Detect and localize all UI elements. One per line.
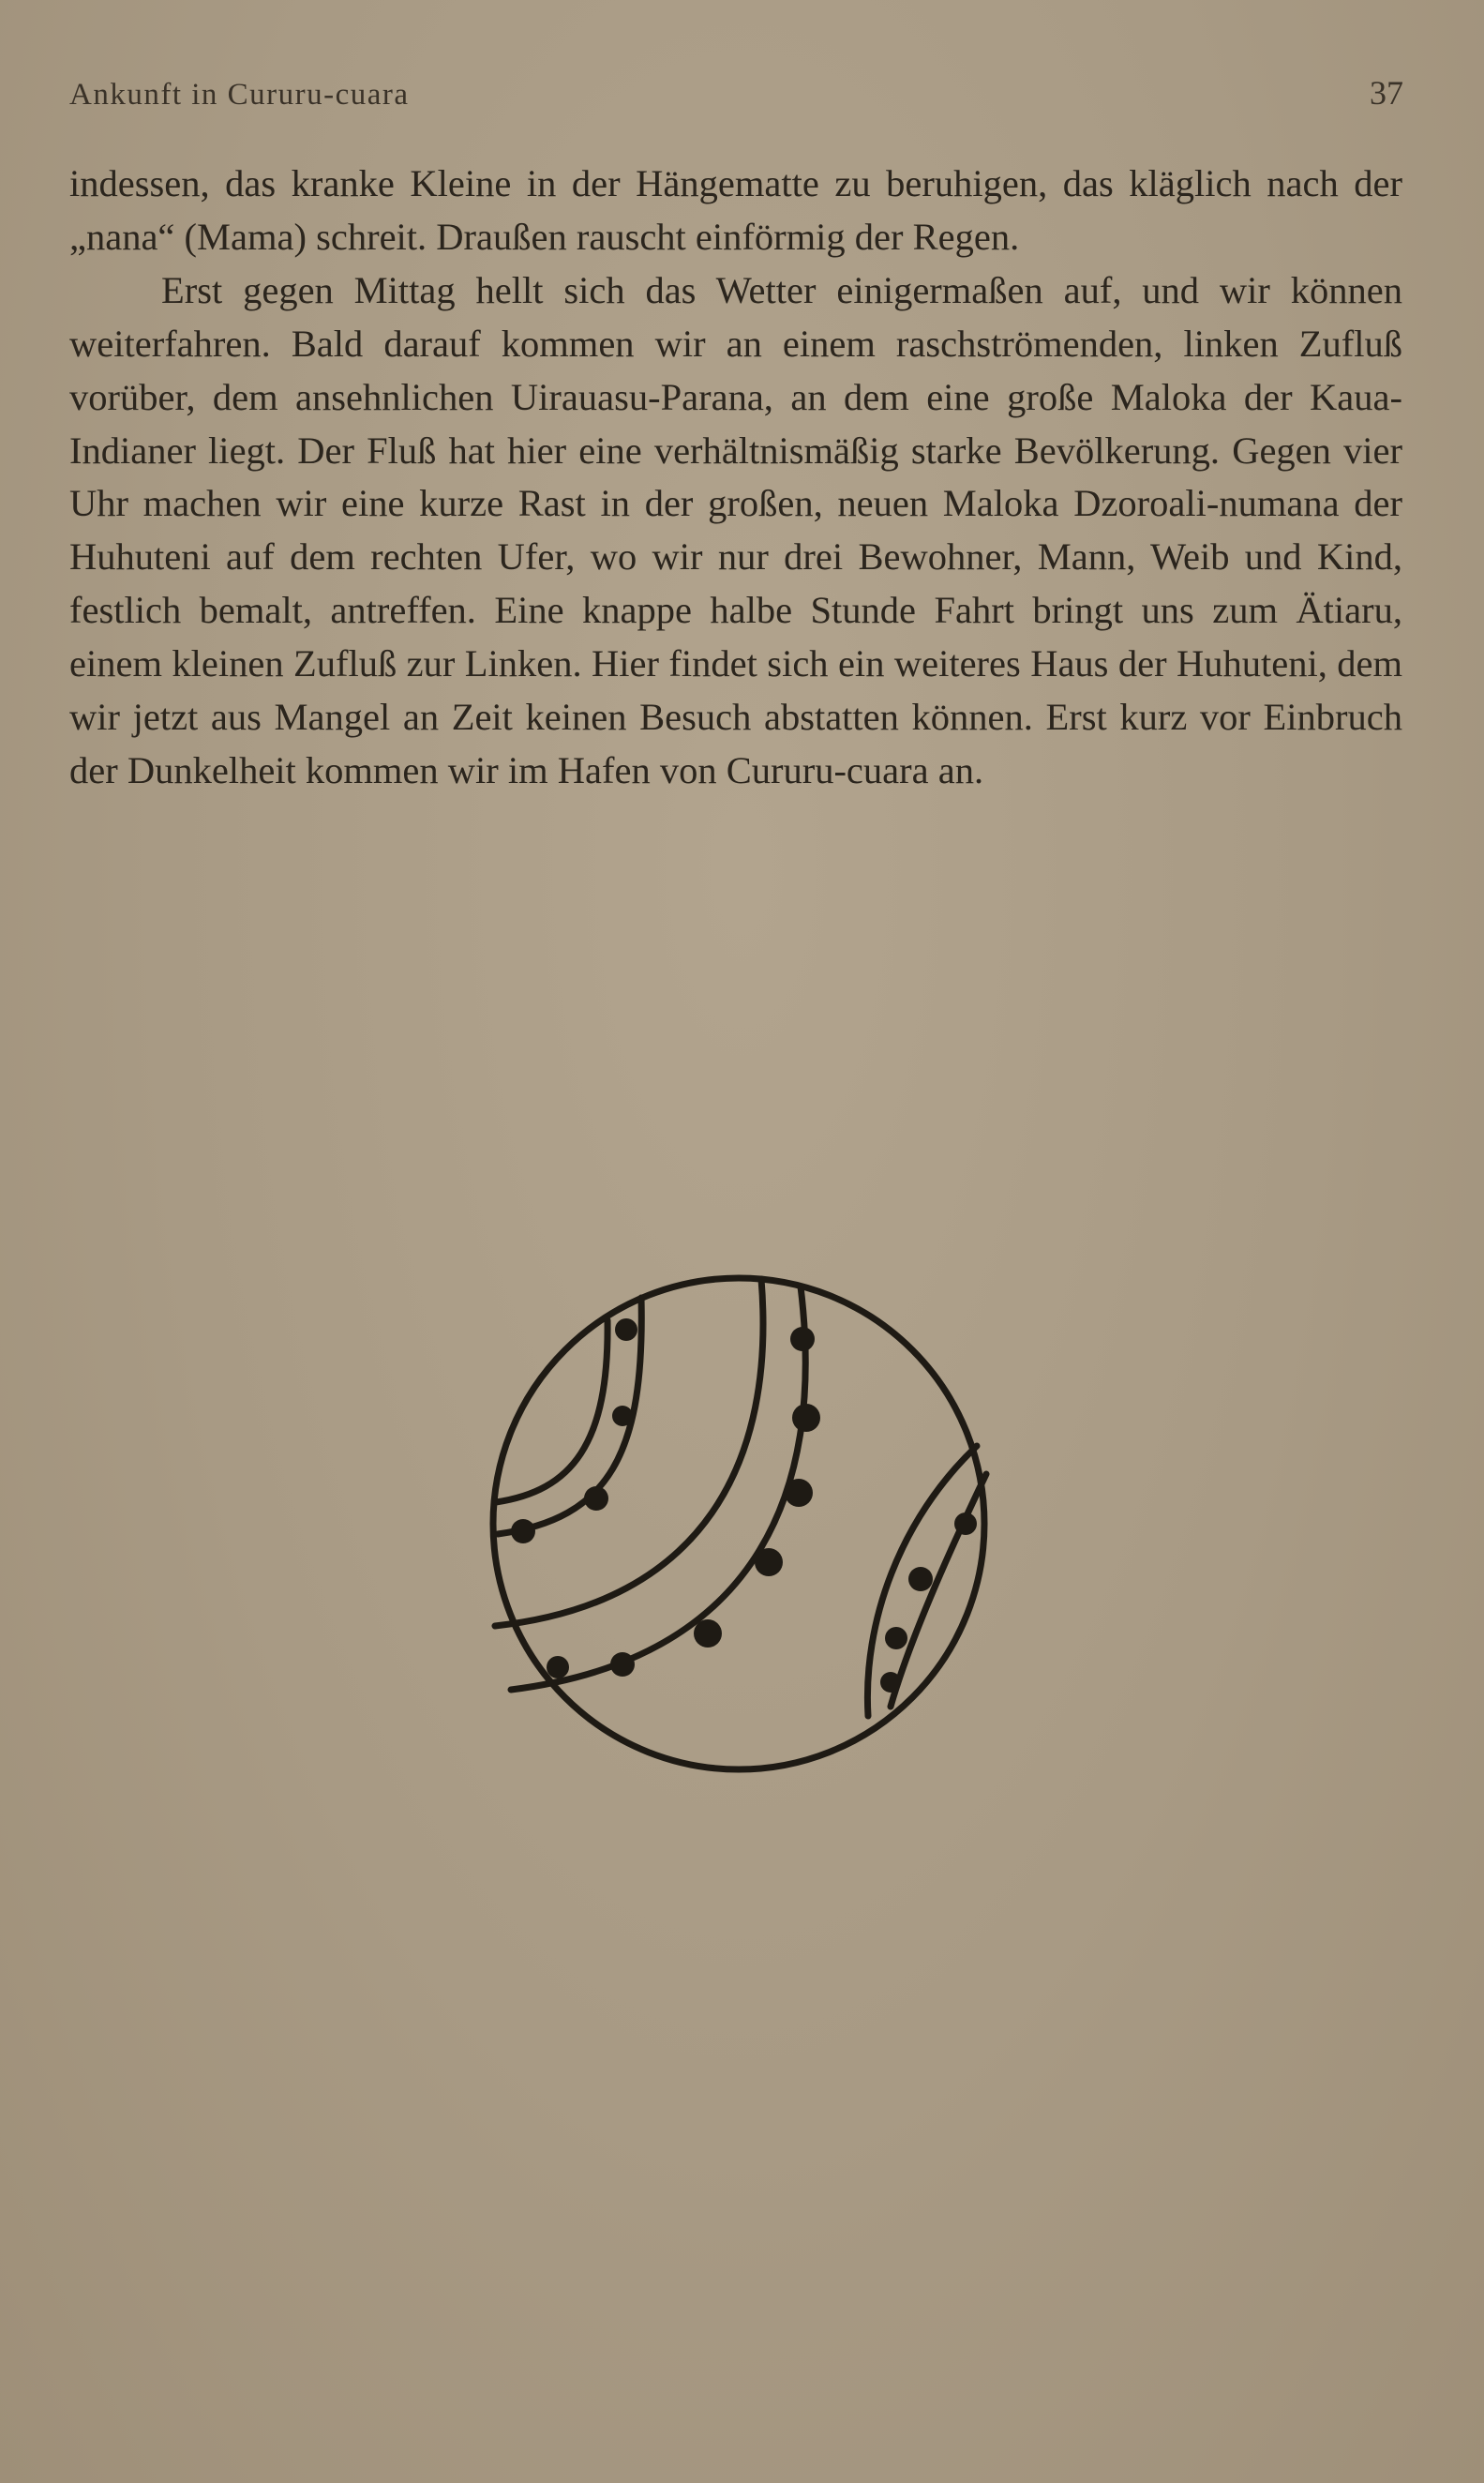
running-head bbox=[69, 73, 1403, 120]
circular-ornament-icon bbox=[478, 1266, 1003, 1791]
paragraph: Erst gegen Mittag hellt sich das Wetter einigermaßen auf, und wir können weiterfahren. Bald darauf kommen wir an einem raschströmenden, linken Zufluß vorüber, dem ansehnlichen Uirauasu-Parana, an dem eine große Maloka der Kaua-Indianer liegt. Der Fluß hat hier eine verhältnismäßig starke Bevölkerung. Gegen vier Uhr machen wir eine kurze Rast in der großen, neuen Maloka Dzoroali-numana der Huhuteni auf dem rechten Ufer, wo wir nur drei Bewohner, Mann, Weib und Kind, festlich bemalt, antreffen. Eine knappe halbe Stunde Fahrt bringt uns zum Ätiaru, einem kleinen Zufluß zur Linken. Hier findet sich ein weiteres Haus der Huhuteni, dem wir jetzt aus Mangel an Zeit keinen Besuch abstatten können. Erst kurz vor Einbruch der Dunkelheit kommen wir im Hafen von Cururu-cuara an. bbox=[69, 268, 1402, 791]
page-number: 37 bbox=[1370, 74, 1403, 112]
body-text bbox=[69, 158, 1402, 798]
ornament-figure bbox=[478, 1266, 1003, 1791]
running-head-title: Ankunft in Cururu-cuara bbox=[69, 78, 410, 112]
paragraph-continuation: indessen, das kranke Kleine in der Hängematte zu beruhigen, das kläglich nach der „nana“ (Mama) schreit. Draußen rauscht einförmig der Regen. bbox=[69, 162, 1402, 258]
